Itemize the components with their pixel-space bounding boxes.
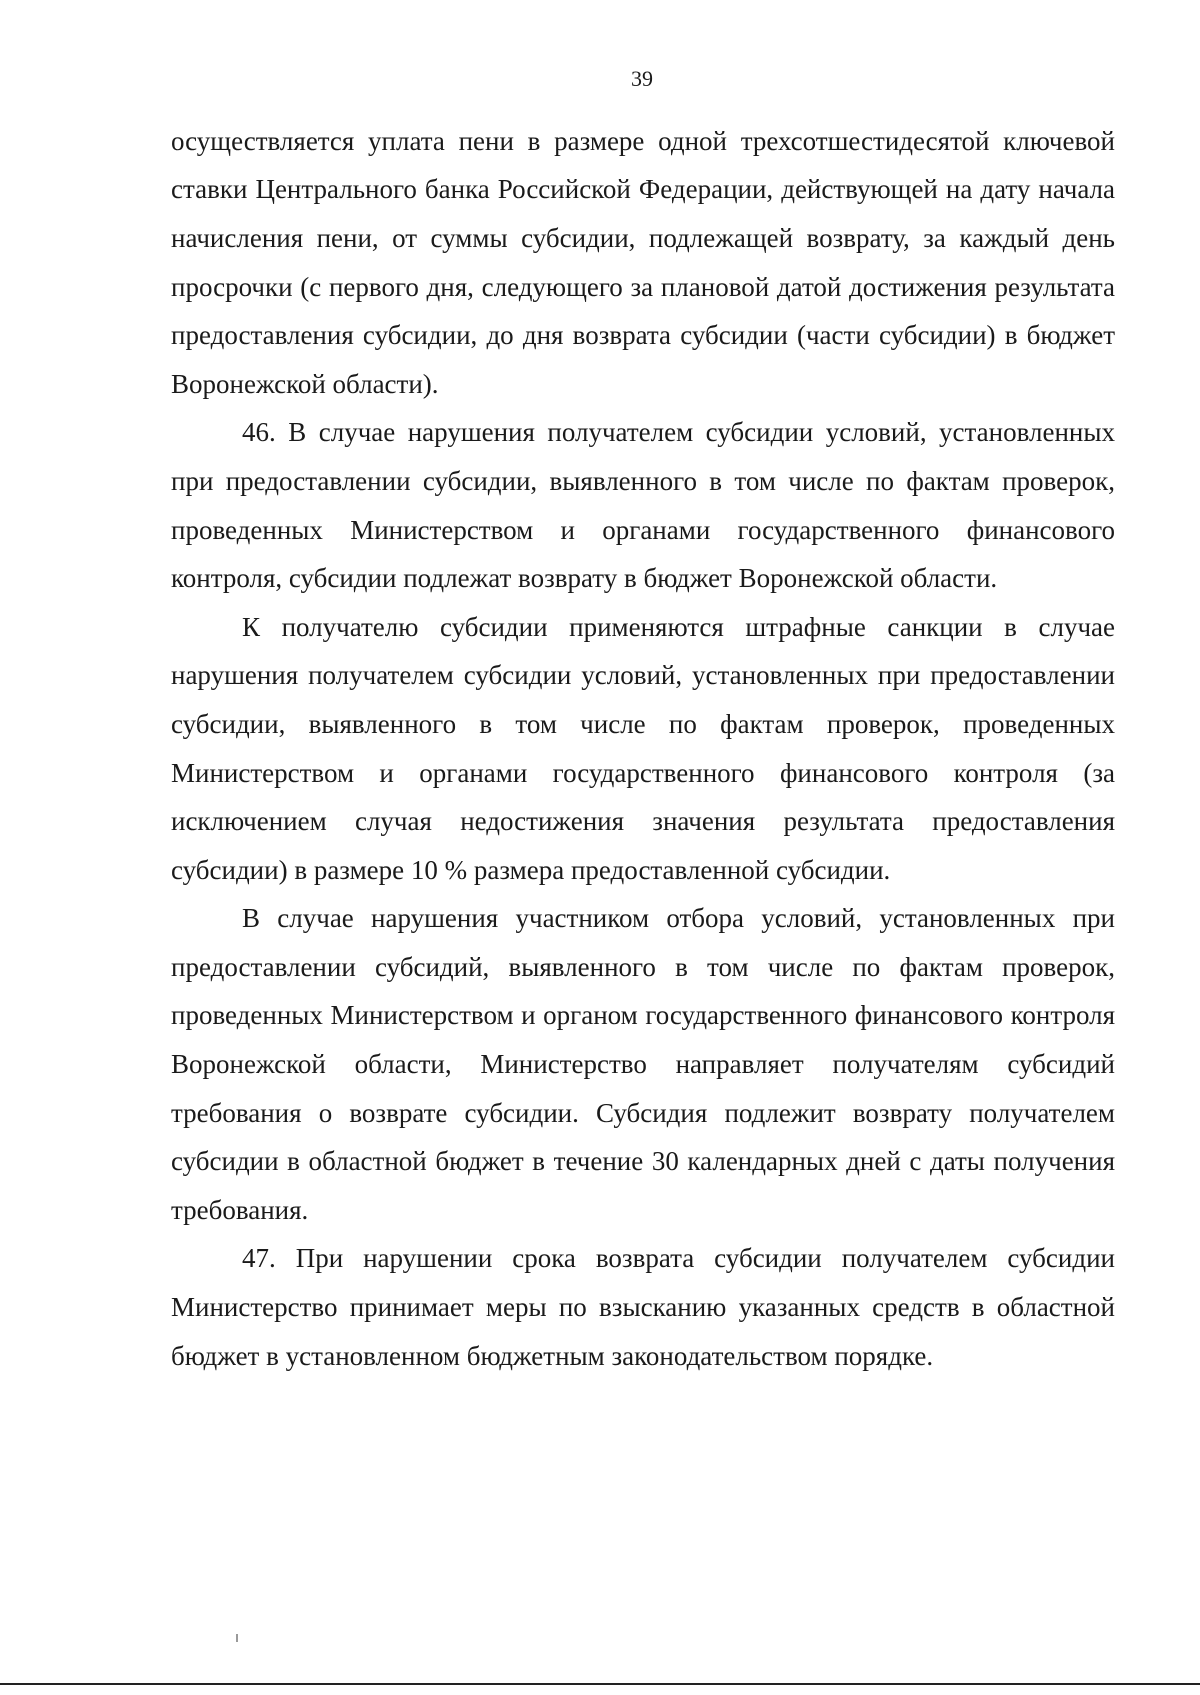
paragraph-continuation: осуществляется уплата пени в размере одной трехсотшестидесятой ключевой ставки Центрального банка Российской Федерации, действующей на дату начала начисления пени, от суммы субсидии, подлежащей возврату, за каждый день просрочки (с первого дня, следующего за плановой датой достижения результата предоставления субсидии, до дня возврата субсидии (части субсидии) в бюджет Воронежской области). xyxy=(171,125,1115,399)
paragraph-clause-47: 47. При нарушении срока возврата субсидии получателем субсидии Министерство принимает меры по взысканию указанных средств в областной бюджет в установленном бюджетным законодательством порядке. xyxy=(171,1243,1115,1371)
paragraph-refund-requirement: В случае нарушения участником отбора условий, установленных при предоставлении субсидий, выявленного в том числе по фактам проверок, проведенных Министерством и органом государственного финансового контроля Воронежской области, Министерство направляет получателям субсидий требования о возврате субсидии. Субсидия подлежит возврату получателем субсидии в областной бюджет в течение 30 календарных дней с даты получения требования. xyxy=(171,903,1115,1225)
paragraph-clause-46: 46. В случае нарушения получателем субсидии условий, установленных при предоставлении субсидии, выявленного в том числе по фактам проверок, проведенных Министерством и органами государственного финансового контроля, субсидии подлежат возврату в бюджет Воронежской области. xyxy=(171,417,1115,594)
paragraph-penalty-sanctions: К получателю субсидии применяются штрафные санкции в случае нарушения получателем субсидии условий, установленных при предоставлении субсидии, выявленного в том числе по фактам проверок, проведенных Министерством и органами государственного финансового контроля (за исключением случая недостижения значения результата предоставления субсидии) в размере 10 % размера предоставленной субсидии. xyxy=(171,611,1115,885)
scan-artifact xyxy=(236,1634,238,1642)
document-body xyxy=(171,117,1115,1380)
page-number: 39 xyxy=(631,66,653,91)
page-bottom-edge-line xyxy=(0,1683,1200,1685)
